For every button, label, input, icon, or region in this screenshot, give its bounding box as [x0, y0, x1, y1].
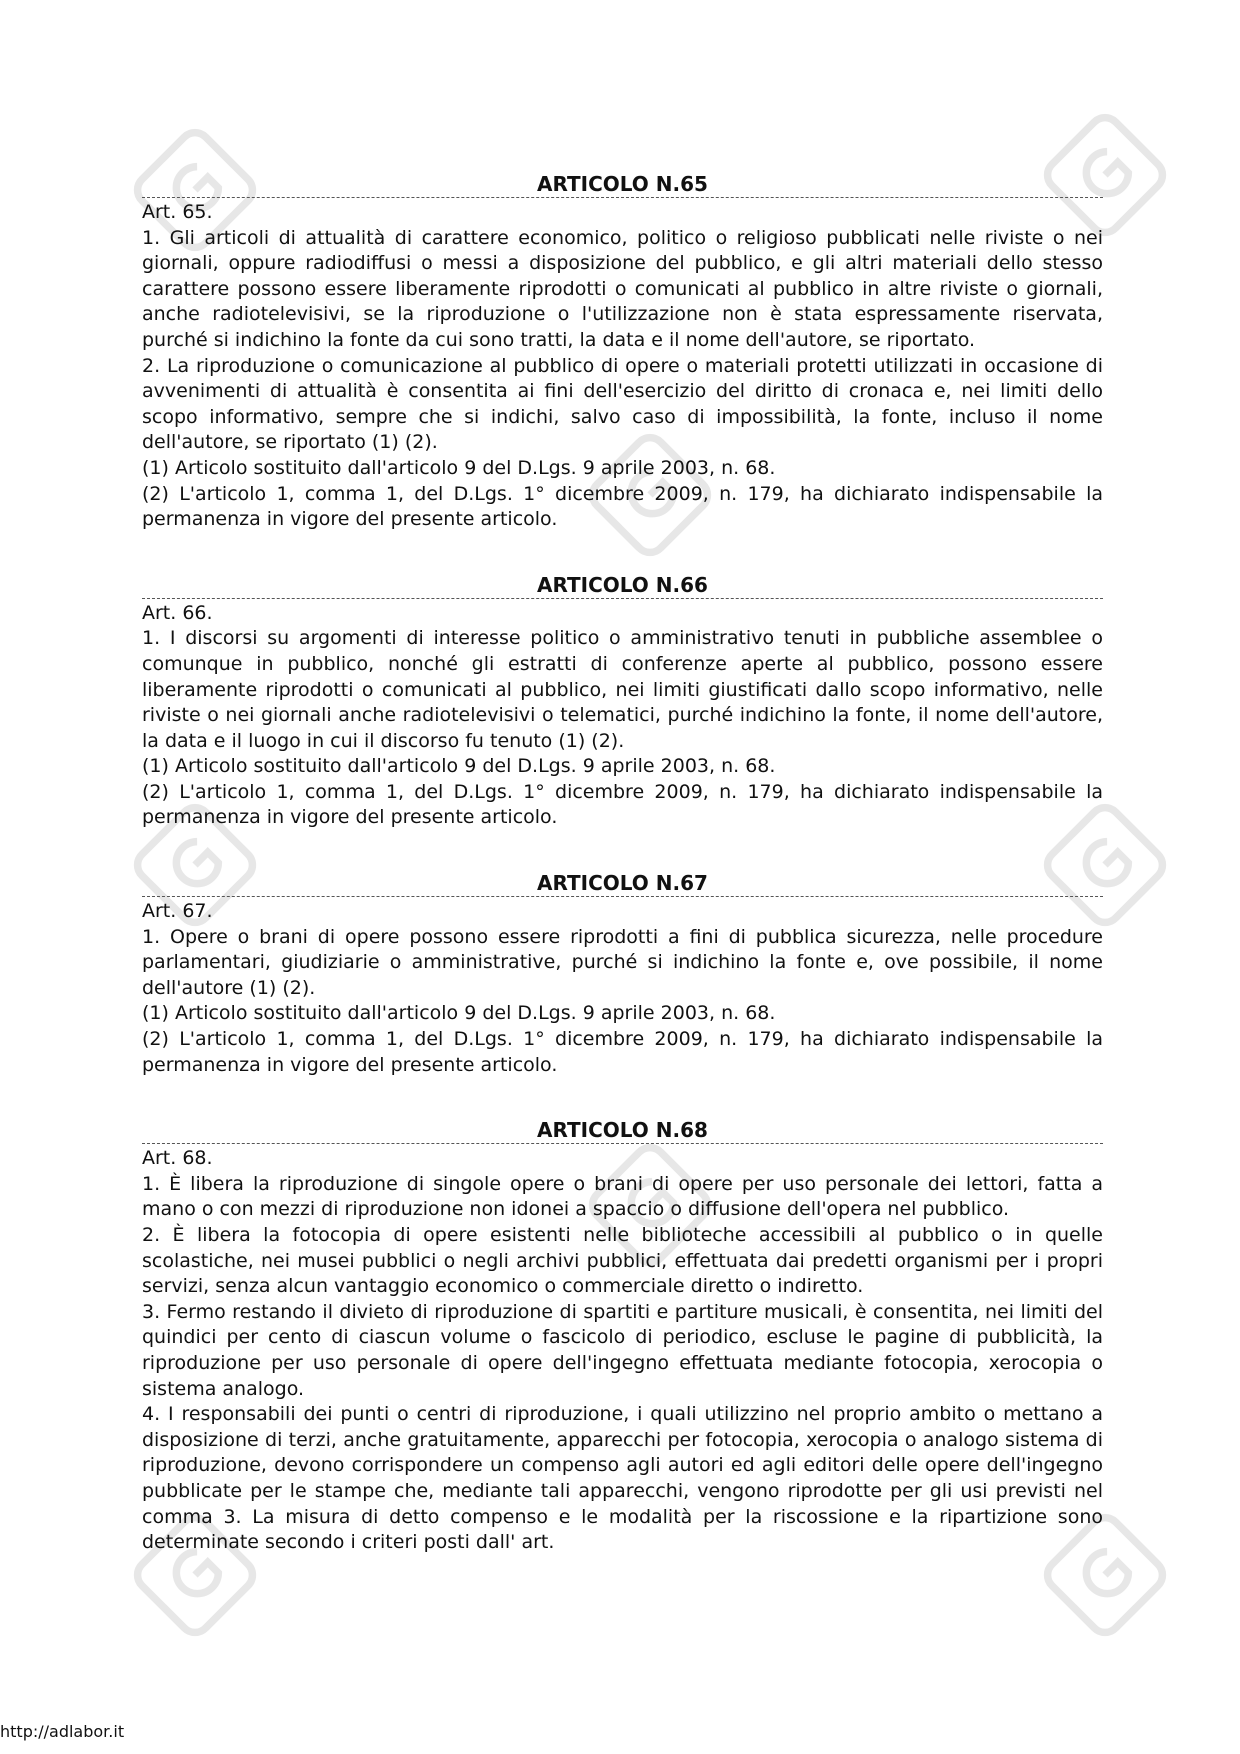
paragraph: 1. Opere o brani di opere possono essere riprodotti a fini di pubblica sicurezza, nelle procedure parlamentari, giudiziarie o amministrative, purché si indichino la fonte e, ove possibile, il nome dell'autore (1) (2). [142, 925, 1103, 999]
footer-url[interactable]: http://adlabor.it [0, 1722, 125, 1741]
article-66 [142, 573, 1103, 831]
article-number: Art. 66. [142, 601, 213, 624]
paragraph: 4. I responsabili dei punti o centri di riproduzione, i quali utilizzino nel proprio ambito o mettano a disposizione di terzi, anche gratuitamente, apparecchi per fotocopia, xerocopia o analogo sistema di riproduzione, devono corrispondere un compenso agli autori ed agli editori delle opere dell'ingegno pubblicate per le stampe che, mediante tali apparecchi, vengono riprodotte per gli usi previsti nel comma 3. La misura di detto compenso e le modalità per la riscossione e la ripartizione sono determinate secondo i criteri posti dall' art. [142, 1403, 1103, 1554]
paragraph: 2. La riproduzione o comunicazione al pubblico di opere o materiali protetti utilizzati in occasione di avvenimenti di attualità è consentita ai fini dell'esercizio del diritto di cronaca e, nei limiti dello scopo informativo, sempre che si indichi, salvo caso di impossibilità, la fonte, incluso il nome dell'autore, se riportato (1) (2). [142, 354, 1103, 454]
paragraph: 3. Fermo restando il divieto di riproduzione di spartiti e partiture musicali, è consentita, nei limiti del quindici per cento di ciascun volume o fascicolo di periodico, escluse le pagine di pubblicità, la riproduzione per uso personale di opere dell'ingegno effettuata mediante fotocopia, xerocopia o sistema analogo. [142, 1300, 1103, 1400]
article-title: ARTICOLO N.65 [142, 172, 1103, 198]
footnote: (1) Articolo sostituito dall'articolo 9 del D.Lgs. 9 aprile 2003, n. 68. [142, 755, 776, 778]
article-title: ARTICOLO N.66 [142, 573, 1103, 599]
article-title: ARTICOLO N.68 [142, 1118, 1103, 1144]
footnote: (1) Articolo sostituito dall'articolo 9 del D.Lgs. 9 aprile 2003, n. 68. [142, 456, 776, 479]
footnote: (2) L'articolo 1, comma 1, del D.Lgs. 1° dicembre 2009, n. 179, ha dichiarato indispensabile la permanenza in vigore del presente articolo. [142, 482, 1103, 531]
paragraph: 2. È libera la fotocopia di opere esistenti nelle biblioteche accessibili al pubblico o in quelle scolastiche, nei musei pubblici o negli archivi pubblici, effettuata dai predetti organismi per i propri servizi, senza alcun vantaggio economico o commerciale diretto o indiretto. [142, 1224, 1103, 1298]
footnote: (1) Articolo sostituito dall'articolo 9 del D.Lgs. 9 aprile 2003, n. 68. [142, 1002, 776, 1025]
article-number: Art. 65. [142, 201, 213, 223]
article-number: Art. 67. [142, 900, 213, 923]
article-67 [142, 871, 1103, 1078]
article-68 [142, 1118, 1103, 1556]
footnote: (2) L'articolo 1, comma 1, del D.Lgs. 1° dicembre 2009, n. 179, ha dichiarato indispensabile la permanenza in vigore del presente articolo. [142, 780, 1103, 829]
document-body [142, 172, 1103, 1596]
paragraph: 1. Gli articoli di attualità di carattere economico, politico o religioso pubblicati nelle riviste o nei giornali, oppure radiodiffusi o messi a disposizione del pubblico, e gli altri materiali dello stesso carattere possono essere liberamente riprodotti o comunicati al pubblico in altre riviste o giornali, anche radiotelevisivi, se la riproduzione o l'utilizzazione non è stata espressamente riservata, purché si indichino la fonte da cui sono tratti, la data e il nome dell'autore, se riportato. [142, 226, 1103, 351]
paragraph: 1. I discorsi su argomenti di interesse politico o amministrativo tenuti in pubbliche assemblee o comunque in pubblico, nonché gli estratti di conferenze aperte al pubblico, possono essere liberamente riprodotti o comunicati al pubblico, nei limiti giustificati dallo scopo informativo, nelle riviste o nei giornali anche radiotelevisivi o telematici, purché indichino la fonte, il nome dell'autore, la data e il luogo in cui il discorso fu tenuto (1) (2). [142, 627, 1103, 752]
paragraph: 1. È libera la riproduzione di singole opere o brani di opere per uso personale dei lettori, fatta a mano o con mezzi di riproduzione non idonei a spaccio o diffusione dell'opera nel pubblico. [142, 1172, 1103, 1221]
article-title: ARTICOLO N.67 [142, 871, 1103, 897]
article-65 [142, 172, 1103, 533]
article-number: Art. 68. [142, 1147, 213, 1170]
footnote: (2) L'articolo 1, comma 1, del D.Lgs. 1° dicembre 2009, n. 179, ha dichiarato indispensabile la permanenza in vigore del presente articolo. [142, 1028, 1103, 1076]
